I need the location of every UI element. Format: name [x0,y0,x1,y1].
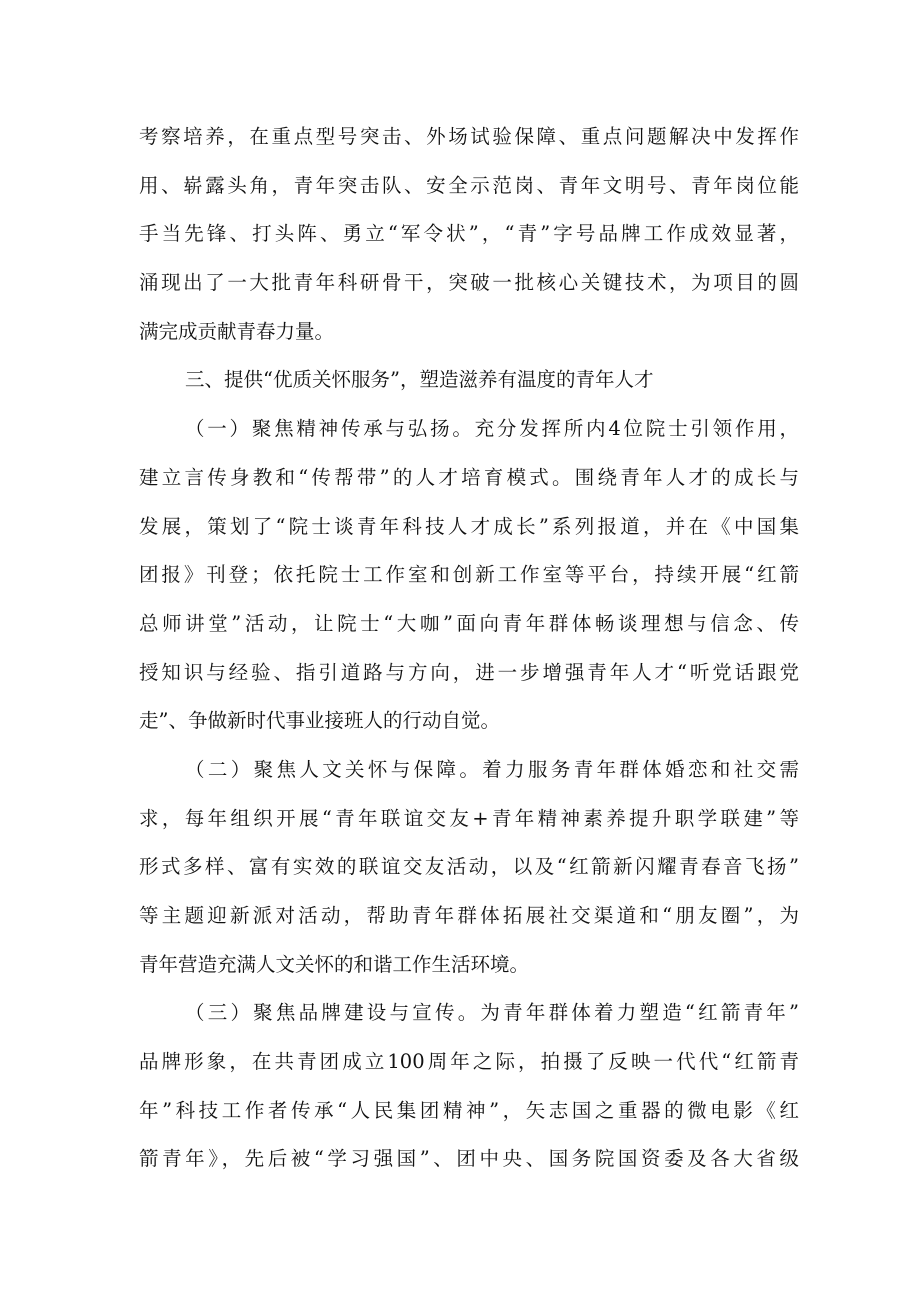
text-line: 形式多样、富有实效的联谊交友活动，以及“红箭新闪耀青春音飞扬” [139,855,799,879]
text-line: 品牌形象，在共青团成立100周年之际，拍摄了反映一代代“红箭青 [139,1050,799,1074]
text-line: （二）聚焦人文关怀与保障。着力服务青年群体婚恋和社交需 [185,757,799,781]
text-line: （一）聚焦精神传承与弘扬。充分发挥所内4位院士引领作用， [185,417,799,441]
text-line: 涌现出了一大批青年科研骨干，突破一批核心关键技术，为项目的圆 [139,271,799,295]
text-line: 走”、争做新时代事业接班人的行动自觉。 [139,709,500,733]
text-line: 团报》刊登；依托院士工作室和创新工作室等平台，持续开展“红箭 [139,563,799,587]
text-line: 发展，策划了“院士谈青年科技人才成长”系列报道，并在《中国集 [139,514,799,538]
text-line: 青年营造充满人文关怀的和谐工作生活环境。 [139,952,530,976]
text-line: （三）聚焦品牌建设与宣传。为青年群体着力塑造“红箭青年” [185,1001,799,1025]
text-line: 求，每年组织开展“青年联谊交友+青年精神素养提升职学联建”等 [139,806,799,830]
text-line: 箭青年》，先后被“学习强国”、团中央、国务院国资委及各大省级 [139,1147,799,1171]
text-line: 考察培养，在重点型号突击、外场试验保障、重点问题解决中发挥作 [139,125,799,148]
text-line: 手当先锋、打头阵、勇立“军令状”，“青”字号品牌工作成效显著， [139,222,799,246]
text-line: 建立言传身教和“传帮带”的人才培育模式。围绕青年人才的成长与 [139,465,799,489]
text-line: 等主题迎新派对活动，帮助青年群体拓展社交渠道和“朋友圈”，为 [139,904,799,927]
document-body [139,113,799,1184]
text-line: 总师讲堂”活动，让院士“大咖”面向青年群体畅谈理想与信念、传 [139,611,799,635]
text-line: 用、崭露头角，青年突击队、安全示范岗、青年文明号、青年岗位能 [139,173,799,197]
text-line: 满完成贡献青春力量。 [139,319,335,343]
text-line: 年”科技工作者传承“人民集团精神”，矢志国之重器的微电影《红 [139,1098,799,1122]
section-heading: 三、提供“优质关怀服务”，塑造滋养有温度的青年人才 [185,368,654,392]
text-line: 授知识与经验、指引道路与方向，进一步增强青年人才“听党话跟党 [139,660,799,684]
